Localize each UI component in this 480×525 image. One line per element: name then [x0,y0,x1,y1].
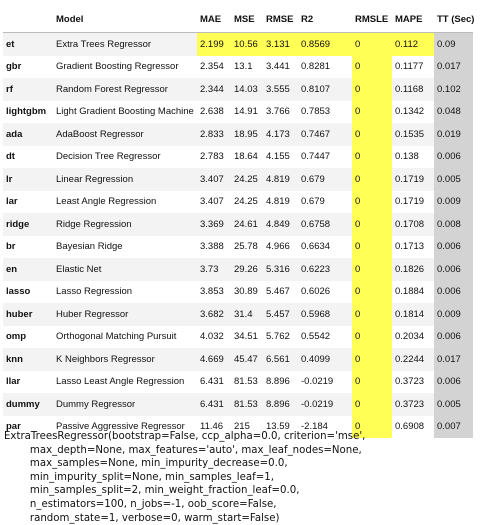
cell-model: Passive Aggressive Regressor [56,421,185,433]
cell-mse: 24.25 [231,168,263,191]
table-row [3,236,473,259]
cell-mse: 81.53 [234,376,258,388]
cell-mae: 3.369 [197,213,231,236]
cell-rmse: 8.896 [266,376,290,388]
cell-idx: en [3,258,53,281]
cell-mse: 10.56 [231,33,263,56]
cell-tt: 0.017 [434,56,473,79]
cell-rmsle: 0 [352,123,392,146]
cell-mae: 3.407 [200,196,224,208]
cell-model: Lasso Regression [56,286,133,298]
cell-rmsle: 0 [352,326,392,349]
cell-tt: 0.019 [434,123,473,146]
cell-mse: 34.51 [234,331,258,343]
cell-mape: 0.3723 [392,393,434,416]
output-line: n_estimators=100, n_jobs=-1, oob_score=False, [4,498,277,510]
cell-rmse: 5.316 [263,258,298,281]
cell-rmse: 6.561 [263,348,298,371]
cell-r2: 0.679 [301,196,325,208]
cell-tt: 0.006 [434,281,473,304]
cell-model: Orthogonal Matching Pursuit [56,331,177,343]
cell-model: Random Forest Regressor [53,78,197,101]
column-header-model: Model [53,6,197,33]
column-header-mse: MSE [231,6,263,33]
cell-tt: 0.009 [434,303,473,326]
table-row [3,56,473,79]
cell-r2: 0.8569 [298,33,352,56]
cell-mape: 0.3723 [395,376,425,388]
cell-r2: 0.6634 [301,241,331,253]
cell-mape: 0.6908 [395,421,425,433]
cell-rmse: 13.59 [266,421,290,433]
cell-model: Extra Trees Regressor [53,33,197,56]
cell-model: Decision Tree Regressor [56,151,161,163]
output-line: max_samples=None, min_impurity_decrease=0.0, [4,458,288,470]
cell-rmsle: 0 [352,236,392,259]
cell-rmsle: 0 [352,258,392,281]
cell-mae: 2.783 [200,151,224,163]
table-row [3,146,473,169]
cell-mape: 0.1708 [392,213,434,236]
cell-r2: 0.6758 [298,213,352,236]
output-line: ExtraTreesRegressor(bootstrap=False, ccp_alpha=0.0, criterion='mse', [4,431,366,442]
cell-rmse: 3.766 [266,106,290,118]
cell-r2: 0.6026 [301,286,331,298]
table-row [3,123,473,146]
cell-r2: 0.6223 [298,258,352,281]
cell-r2: 0.7447 [301,151,331,163]
model-comparison-table [3,6,473,438]
cell-model: K Neighbors Regressor [53,348,197,371]
table-row [3,33,473,56]
cell-model: Light Gradient Boosting Machine [56,106,194,118]
output-line: min_impurity_split=None, min_samples_leaf=1, [4,471,274,483]
column-header-r2: R2 [298,6,352,33]
cell-mape: 0.1535 [392,123,434,146]
cell-r2: 0.5542 [301,331,331,343]
cell-mae: 4.032 [200,331,224,343]
cell-rmsle: 0 [352,371,392,394]
cell-tt: 0.048 [434,101,473,124]
table-row [3,326,473,349]
cell-r2: 0.7467 [298,123,352,146]
table-row [3,281,473,304]
cell-tt: 0.102 [434,78,473,101]
cell-rmsle: 0 [352,303,392,326]
cell-tt: 0.006 [434,371,473,394]
cell-rmsle: 0 [352,168,392,191]
cell-idx: ridge [3,213,53,236]
cell-rmse: 4.819 [266,196,290,208]
cell-r2: -0.0219 [298,393,352,416]
cell-rmsle: 0 [352,191,392,214]
cell-rmsle: 0 [352,348,392,371]
cell-rmsle: 0 [352,393,392,416]
output-line: random_state=1, verbose=0, warm_start=False) [4,512,280,524]
cell-mape: 0.138 [395,151,419,163]
cell-rmsle: 0 [352,56,392,79]
cell-rmse: 3.555 [263,78,298,101]
cell-mape: 0.2244 [392,348,434,371]
cell-mae: 4.669 [197,348,231,371]
table-row [3,191,473,214]
cell-tt: 0.006 [434,146,473,169]
cell-mae: 3.682 [197,303,231,326]
cell-mae: 11.46 [200,421,224,433]
cell-mae: 2.199 [197,33,231,56]
cell-mape: 0.1719 [395,196,425,208]
column-header-rmse: RMSE [263,6,298,33]
cell-mae: 6.431 [197,393,231,416]
cell-mae: 2.833 [197,123,231,146]
column-header-mae: MAE [197,6,231,33]
cell-model: AdaBoost Regressor [53,123,197,146]
column-header-mape: MAPE [392,6,434,33]
cell-mape: 0.2034 [395,331,425,343]
cell-mse: 18.95 [231,123,263,146]
cell-idx: dummy [3,393,53,416]
cell-mse: 13.1 [234,61,253,73]
cell-rmsle: 0 [352,213,392,236]
cell-idx: lasso [6,286,31,298]
table-row [3,393,473,416]
cell-rmsle: 0 [352,101,392,124]
table-row [3,168,473,191]
cell-mse: 215 [234,421,250,433]
cell-mae: 3.853 [200,286,224,298]
cell-rmsle: 0 [352,146,392,169]
cell-mse: 14.03 [231,78,263,101]
cell-mape: 0.1342 [395,106,425,118]
cell-mape: 0.1826 [392,258,434,281]
column-header-index [3,6,53,33]
cell-idx: lar [6,196,18,208]
cell-idx: par [6,421,21,433]
table-row [3,78,473,101]
table-row [3,303,473,326]
cell-idx: omp [6,331,27,343]
cell-model: Huber Regressor [53,303,197,326]
cell-mse: 25.78 [234,241,258,253]
cell-mse: 31.4 [231,303,263,326]
cell-r2: 0.7853 [301,106,331,118]
cell-idx: huber [3,303,53,326]
cell-tt: 0.007 [434,416,473,439]
cell-mae: 2.638 [200,106,224,118]
cell-idx: et [3,33,53,56]
cell-mse: 18.64 [234,151,258,163]
cell-mse: 81.53 [231,393,263,416]
cell-rmse: 4.155 [266,151,290,163]
cell-model: Dummy Regressor [53,393,197,416]
column-header-rmsle: RMSLE [352,6,392,33]
cell-rmse: 4.966 [266,241,290,253]
table-row [3,348,473,371]
table-row [3,371,473,394]
cell-rmse: 3.441 [266,61,290,73]
table-row [3,101,473,124]
cell-mae: 2.354 [200,61,224,73]
cell-mae: 6.431 [200,376,224,388]
cell-tt: 0.005 [434,168,473,191]
model-repr-output [4,430,365,525]
cell-rmse: 4.849 [263,213,298,236]
cell-r2: 0.8107 [298,78,352,101]
cell-idx: rf [3,78,53,101]
cell-tt: 0.006 [434,326,473,349]
cell-idx: dt [6,151,15,163]
column-header-tt-sec: TT (Sec) [434,6,473,33]
cell-mse: 29.26 [231,258,263,281]
cell-mse: 24.61 [231,213,263,236]
cell-mse: 24.25 [234,196,258,208]
output-line: max_depth=None, max_features='auto', max_leaf_nodes=None, [4,444,362,456]
cell-rmse: 4.173 [263,123,298,146]
cell-mae: 3.73 [197,258,231,281]
cell-tt: 0.09 [434,33,473,56]
cell-model: Ridge Regression [53,213,197,236]
cell-model: Elastic Net [53,258,197,281]
cell-mape: 0.1713 [395,241,425,253]
cell-rmse: 3.131 [263,33,298,56]
cell-mape: 0.1168 [392,78,434,101]
table-body [3,33,473,439]
cell-mse: 14.91 [234,106,258,118]
cell-mape: 0.1884 [395,286,425,298]
cell-rmse: 5.762 [266,331,290,343]
cell-idx: ada [3,123,53,146]
cell-tt: 0.009 [434,191,473,214]
table-row [3,258,473,281]
cell-model: Least Angle Regression [56,196,157,208]
cell-idx: br [6,241,16,253]
cell-rmse: 4.819 [263,168,298,191]
cell-r2: -2.184 [301,421,328,433]
cell-rmsle: 0 [352,33,392,56]
cell-rmse: 5.457 [263,303,298,326]
cell-mae: 3.407 [197,168,231,191]
cell-rmsle: 0 [352,78,392,101]
cell-rmsle: 0 [352,416,392,439]
cell-mape: 0.1177 [395,61,424,73]
cell-idx: lightgbm [6,106,47,118]
cell-r2: 0.679 [298,168,352,191]
cell-model: Bayesian Ridge [56,241,123,253]
cell-rmse: 5.467 [266,286,290,298]
cell-idx: llar [6,376,21,388]
output-line: min_samples_split=2, min_weight_fraction_leaf=0.0, [4,485,300,497]
cell-rmsle: 0 [352,281,392,304]
cell-model: Gradient Boosting Regressor [56,61,179,73]
cell-mse: 30.89 [234,286,258,298]
cell-r2: -0.0219 [301,376,334,388]
table-row [3,213,473,236]
cell-r2: 0.8281 [301,61,331,73]
cell-idx: knn [3,348,53,371]
cell-idx: gbr [6,61,22,73]
notebook-output-cell [0,6,480,524]
cell-mape: 0.1814 [392,303,434,326]
cell-r2: 0.4099 [298,348,352,371]
cell-tt: 0.008 [434,213,473,236]
cell-tt: 0.005 [434,393,473,416]
cell-model: Linear Regression [53,168,197,191]
cell-mae: 3.388 [200,241,224,253]
cell-mae: 2.344 [197,78,231,101]
cell-mape: 0.112 [392,33,434,56]
cell-mape: 0.1719 [392,168,434,191]
cell-rmse: 8.896 [263,393,298,416]
cell-tt: 0.017 [434,348,473,371]
cell-mse: 45.47 [231,348,263,371]
cell-idx: lr [3,168,53,191]
cell-tt: 0.006 [434,236,473,259]
cell-model: Lasso Least Angle Regression [56,376,185,388]
cell-tt: 0.006 [434,258,473,281]
cell-r2: 0.5968 [298,303,352,326]
table-header-row [3,6,473,33]
